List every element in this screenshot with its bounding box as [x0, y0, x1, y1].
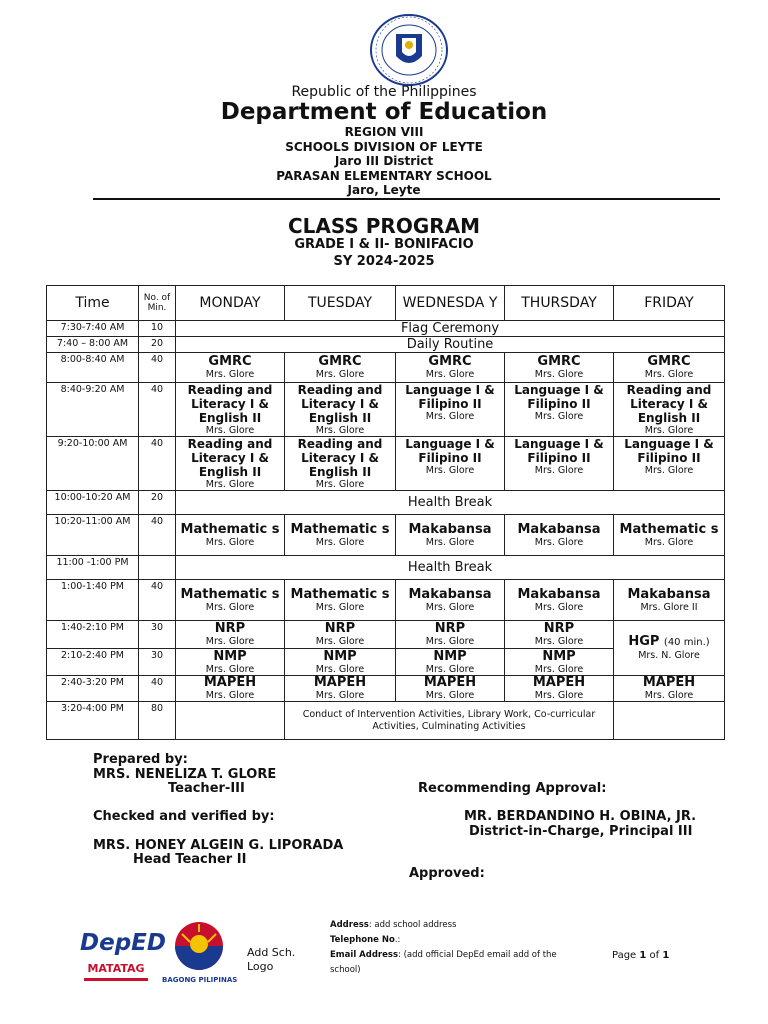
table-row [47, 353, 725, 383]
minutes-cell: 10 [139, 321, 176, 337]
subject-cell [396, 676, 505, 702]
day-header-3: THURSDAY [505, 286, 614, 321]
teacher-name: Mrs. Glore [644, 690, 694, 701]
subject-name: Makabansa [408, 521, 492, 537]
minutes-cell: 30 [139, 649, 176, 676]
subject-name: MAPEH [203, 675, 257, 690]
minutes-cell: 20 [139, 491, 176, 515]
checker-title: Head Teacher II [133, 852, 247, 867]
subject-name: Language I & Filipino II [624, 437, 714, 465]
subject-cell [285, 515, 396, 556]
teacher-name: Mrs. Glore [425, 690, 475, 701]
activity-span-cell: Health Break [176, 556, 725, 580]
time-cell: 8:40-9:20 AM [47, 383, 139, 437]
friday-hgp-cell [614, 621, 725, 676]
subject-name: NRP [214, 621, 246, 636]
teacher-name: Mrs. Glore [205, 425, 255, 436]
teacher-name: Mrs. Glore [205, 479, 255, 490]
time-cell: 1:00-1:40 PM [47, 580, 139, 621]
teacher-name: Mrs. Glore [205, 601, 255, 613]
minutes-cell: 40 [139, 383, 176, 437]
teacher-name: Mrs. Glore [534, 663, 584, 675]
teacher-name: Mrs. Glore [534, 369, 584, 380]
subject-name: Makabansa [517, 521, 601, 537]
time-cell: 2:40-3:20 PM [47, 676, 139, 702]
table-row [47, 515, 725, 556]
subject-cell [396, 649, 505, 676]
subject-name: Makabansa [627, 586, 711, 602]
principal-name: MR. BERDANDINO H. OBINA, JR. [464, 809, 697, 824]
subject-cell [285, 621, 396, 649]
time-cell: 9:20-10:00 AM [47, 437, 139, 491]
time-cell: 3:20-4:00 PM [47, 702, 139, 740]
subject-name: Language I & Filipino II [405, 437, 495, 465]
subject-cell [176, 621, 285, 649]
subject-name: Mathematic s [290, 586, 390, 602]
region-label: REGION VIII [344, 125, 424, 139]
subject-cell [505, 353, 614, 383]
teacher-name: Mrs. Glore [425, 411, 475, 422]
subject-cell [285, 580, 396, 621]
teacher-name: Mrs. Glore [644, 465, 694, 476]
subject-cell [176, 580, 285, 621]
subject-name: Language I & Filipino II [514, 383, 604, 411]
subject-name: Reading and Literacy I & English II [297, 437, 383, 479]
subject-cell [396, 437, 505, 491]
time-column-header: Time [47, 286, 139, 321]
subject-cell [505, 676, 614, 702]
teacher-name: Mrs. Glore [534, 601, 584, 613]
empty-cell [176, 702, 285, 740]
teacher-name: Mrs. Glore [534, 536, 584, 548]
subject-name: NRP [543, 621, 575, 636]
teacher-name: Mrs. Glore [205, 690, 255, 701]
deped-seal-logo [369, 14, 449, 86]
teacher-name: Mrs. Glore [205, 636, 255, 647]
subject-name: Language I & Filipino II [514, 437, 604, 465]
minutes-cell: 30 [139, 621, 176, 649]
subject-name: Reading and Literacy I & English II [187, 383, 273, 425]
subject-cell [505, 621, 614, 649]
subject-name: Reading and Literacy I & English II [626, 383, 712, 425]
school-year-label: SY 2024-2025 [333, 254, 435, 269]
subject-cell [285, 353, 396, 383]
school-name: PARASAN ELEMENTARY SCHOOL [276, 168, 492, 183]
division-label: SCHOOLS DIVISION OF LEYTE [285, 139, 483, 154]
deped-matatag-logo: DepED MATATAG [80, 920, 152, 986]
subject-cell [176, 676, 285, 702]
time-cell: 8:00-8:40 AM [47, 353, 139, 383]
bagong-pilipinas-logo: BAGONG PILIPINAS [162, 918, 237, 986]
subject-name: Language I & Filipino II [405, 383, 495, 411]
time-cell: 1:40-2:10 PM [47, 621, 139, 649]
table-row [47, 676, 725, 702]
subject-name: Mathematic s [290, 521, 390, 537]
minutes-cell: 80 [139, 702, 176, 740]
subject-name: MAPEH [532, 675, 586, 690]
subject-cell [614, 383, 725, 437]
prepared-by-title: Teacher-III [168, 781, 245, 796]
subject-cell [614, 515, 725, 556]
subject-name: Mathematic s [180, 521, 280, 537]
subject-name: HGP (40 min.) [628, 634, 710, 649]
teacher-name: Mrs. Glore [644, 369, 694, 380]
teacher-name: Mrs. Glore [534, 411, 584, 422]
teacher-name: Mrs. Glore [534, 465, 584, 476]
activity-span-cell: Health Break [176, 491, 725, 515]
teacher-name: Mrs. Glore [315, 369, 365, 380]
subject-cell [176, 515, 285, 556]
teacher-name: Mrs. Glore [534, 690, 584, 701]
teacher-name: Mrs. Glore [315, 601, 365, 613]
subject-name: NMP [213, 648, 247, 664]
day-header-4: FRIDAY [614, 286, 725, 321]
subject-cell [505, 383, 614, 437]
subject-cell [285, 437, 396, 491]
principal-title: District-in-Charge, Principal III [469, 824, 693, 839]
time-cell: 7:30-7:40 AM [47, 321, 139, 337]
recommending-approval-label: Recommending Approval: [418, 781, 607, 796]
minutes-cell: 40 [139, 580, 176, 621]
subject-cell [396, 580, 505, 621]
subject-cell [396, 383, 505, 437]
subject-cell [176, 437, 285, 491]
minutes-cell [139, 556, 176, 580]
subject-cell [505, 437, 614, 491]
subject-name: MAPEH [313, 675, 367, 690]
teacher-name: Mrs. Glore [205, 536, 255, 548]
subject-cell [396, 353, 505, 383]
subject-name: NMP [542, 648, 576, 664]
subject-cell [176, 383, 285, 437]
minutes-cell: 40 [139, 515, 176, 556]
checked-by-label: Checked and verified by: [93, 809, 275, 824]
school-location: Jaro, Leyte [347, 183, 421, 197]
subject-name: NRP [434, 621, 466, 636]
activity-span-cell: Daily Routine [176, 337, 725, 353]
time-cell: 2:10-2:40 PM [47, 649, 139, 676]
subject-name: Mathematic s [619, 521, 719, 537]
subject-cell [285, 676, 396, 702]
day-header-2: WEDNESDA Y [396, 286, 505, 321]
time-cell: 7:40 – 8:00 AM [47, 337, 139, 353]
teacher-name: Mrs. Glore [315, 479, 365, 490]
subject-cell [505, 515, 614, 556]
table-row [47, 321, 725, 337]
minutes-cell: 40 [139, 676, 176, 702]
subject-name: Mathematic s [180, 586, 280, 602]
subject-name: GMRC [537, 354, 581, 369]
class-program-table [46, 285, 725, 740]
contact-info: Address: add school address Telephone No.: Email Address: (add official DepEd email add of the school) [330, 920, 557, 975]
table-row [47, 491, 725, 515]
teacher-name: Mrs. Glore [205, 663, 255, 675]
teacher-name: Mrs. Glore [534, 636, 584, 647]
subject-name: NRP [324, 621, 356, 636]
teacher-name: Mrs. Glore [425, 636, 475, 647]
subject-cell [396, 515, 505, 556]
subject-cell [614, 580, 725, 621]
prepared-by-label: Prepared by: [93, 752, 188, 767]
table-row [47, 580, 725, 621]
grade-section-label: GRADE I & II- BONIFACIO [294, 237, 474, 252]
teacher-name: Mrs. Glore [315, 425, 365, 436]
time-cell: 11:00 -1:00 PM [47, 556, 139, 580]
day-header-1: TUESDAY [285, 286, 396, 321]
checker-name: MRS. HONEY ALGEIN G. LIPORADA [93, 838, 344, 853]
teacher-name: Mrs. Glore [315, 536, 365, 548]
subject-cell [505, 649, 614, 676]
teacher-name: Mrs. Glore [425, 536, 475, 548]
subject-cell [285, 383, 396, 437]
teacher-name: Mrs. Glore [315, 690, 365, 701]
department-title: Department of Education [220, 99, 548, 125]
teacher-name: Mrs. N. Glore [638, 650, 700, 661]
subject-cell [614, 676, 725, 702]
subject-cell [176, 353, 285, 383]
table-row [47, 621, 725, 649]
subject-name: Makabansa [408, 586, 492, 602]
republic-label: Republic of the Philippines [291, 84, 477, 100]
teacher-name: Mrs. Glore [315, 636, 365, 647]
subject-name: Reading and Literacy I & English II [187, 437, 273, 479]
table-row [47, 556, 725, 580]
page-number: Page 1 of 1 [612, 950, 670, 961]
subject-cell [176, 649, 285, 676]
subject-name: MAPEH [642, 675, 696, 690]
subject-cell [614, 353, 725, 383]
subject-name: NMP [433, 648, 467, 664]
table-row [47, 437, 725, 491]
class-program-title: CLASS PROGRAM [287, 214, 481, 238]
teacher-name: Mrs. Glore [425, 369, 475, 380]
table-row [47, 383, 725, 437]
teacher-name: Mrs. Glore II [640, 601, 698, 613]
subject-cell [285, 649, 396, 676]
time-cell: 10:20-11:00 AM [47, 515, 139, 556]
teacher-name: Mrs. Glore [315, 663, 365, 675]
subject-name: Makabansa [517, 586, 601, 602]
conduct-activities-cell: Conduct of Intervention Activities, Library Work, Co-curricular Activities, Culminating Activities [285, 702, 614, 740]
teacher-name: Mrs. Glore [425, 465, 475, 476]
add-school-logo-placeholder: Add Sch. Logo [247, 946, 296, 973]
subject-name: GMRC [647, 354, 691, 369]
teacher-name: Mrs. Glore [205, 369, 255, 380]
teacher-name: Mrs. Glore [425, 601, 475, 613]
subject-name: GMRC [318, 354, 362, 369]
subject-name: GMRC [208, 354, 252, 369]
subject-name: NMP [323, 648, 357, 664]
minutes-column-header: No. of Min. [139, 286, 176, 321]
approved-label: Approved: [409, 866, 485, 881]
table-header-row [47, 286, 725, 321]
minutes-cell: 40 [139, 437, 176, 491]
activity-span-cell: Flag Ceremony [176, 321, 725, 337]
subject-name: GMRC [428, 354, 472, 369]
district-label: Jaro III District [334, 154, 434, 168]
subject-name: Reading and Literacy I & English II [297, 383, 383, 425]
header-divider [93, 198, 720, 200]
subject-cell [614, 437, 725, 491]
minutes-cell: 40 [139, 353, 176, 383]
table-row [47, 337, 725, 353]
teacher-name: Mrs. Glore [425, 663, 475, 675]
minutes-cell: 20 [139, 337, 176, 353]
time-cell: 10:00-10:20 AM [47, 491, 139, 515]
subject-name: MAPEH [423, 675, 477, 690]
subject-cell [396, 621, 505, 649]
teacher-name: Mrs. Glore [644, 536, 694, 548]
subject-cell [505, 580, 614, 621]
empty-cell [614, 702, 725, 740]
prepared-by-name: MRS. NENELIZA T. GLORE [93, 767, 277, 782]
table-row [47, 702, 725, 740]
day-header-0: MONDAY [176, 286, 285, 321]
teacher-name: Mrs. Glore [644, 425, 694, 436]
